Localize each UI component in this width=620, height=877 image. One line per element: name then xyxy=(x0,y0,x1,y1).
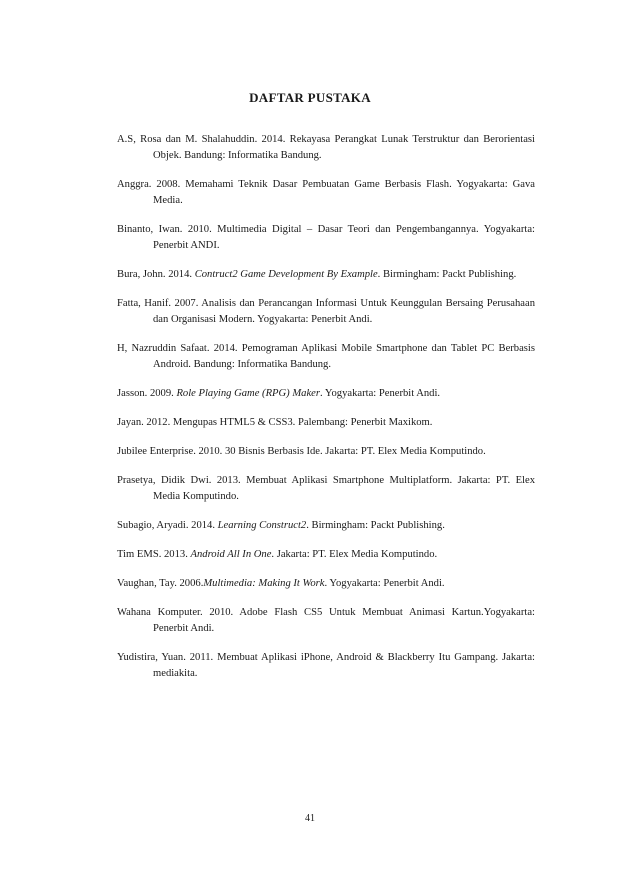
page-number: 41 xyxy=(305,813,315,824)
reference-entry: Jubilee Enterprise. 2010. 30 Bisnis Berbasis Ide. Jakarta: PT. Elex Media Komputindo. xyxy=(117,446,486,457)
page-title: DAFTAR PUSTAKA xyxy=(249,90,371,105)
reference-entry: Anggra. 2008. Memahami Teknik Dasar Pembuatan Game Berbasis Flash. Yogyakarta: Gava Media. xyxy=(117,179,535,206)
reference-entry: Wahana Komputer. 2010. Adobe Flash CS5 Untuk Membuat Animasi Kartun.Yogyakarta: Penerbit Andi. xyxy=(117,607,535,634)
reference-entry: H, Nazruddin Safaat. 2014. Pemograman Aplikasi Mobile Smartphone dan Tablet PC Berbasis Android. Bandung: Informatika Bandung. xyxy=(117,343,535,370)
reference-entry: Tim EMS. 2013. Android All In One. Jakarta: PT. Elex Media Komputindo. xyxy=(117,549,438,560)
reference-list xyxy=(117,132,535,695)
reference-entry: Fatta, Hanif. 2007. Analisis dan Perancangan Informasi Untuk Keunggulan Bersaing Perusahaan dan Organisasi Modern. Yogyakarta: Penerbit Andi. xyxy=(117,298,535,325)
reference-entry: Prasetya, Didik Dwi. 2013. Membuat Aplikasi Smartphone Multiplatform. Jakarta: PT. Elex Media Komputindo. xyxy=(117,475,535,502)
reference-entry: Binanto, Iwan. 2010. Multimedia Digital – Dasar Teori dan Pengembangannya. Yogyakarta: Penerbit ANDI. xyxy=(117,224,535,251)
reference-entry: Yudistira, Yuan. 2011. Membuat Aplikasi iPhone, Android & Blackberry Itu Gampang. Jakarta: mediakita. xyxy=(117,652,535,679)
reference-entry: Jayan. 2012. Mengupas HTML5 & CSS3. Palembang: Penerbit Maxikom. xyxy=(117,417,433,428)
reference-entry: Subagio, Aryadi. 2014. Learning Construct2. Birmingham: Packt Publishing. xyxy=(117,520,445,531)
reference-entry: Jasson. 2009. Role Playing Game (RPG) Maker. Yogyakarta: Penerbit Andi. xyxy=(117,388,441,399)
reference-entry: A.S, Rosa dan M. Shalahuddin. 2014. Rekayasa Perangkat Lunak Terstruktur dan Berorientasi Objek. Bandung: Informatika Bandung. xyxy=(117,134,535,161)
reference-entry: Bura, John. 2014. Contruct2 Game Development By Example. Birmingham: Packt Publishing. xyxy=(117,269,517,280)
reference-entry: Vaughan, Tay. 2006.Multimedia: Making It Work. Yogyakarta: Penerbit Andi. xyxy=(117,578,445,589)
